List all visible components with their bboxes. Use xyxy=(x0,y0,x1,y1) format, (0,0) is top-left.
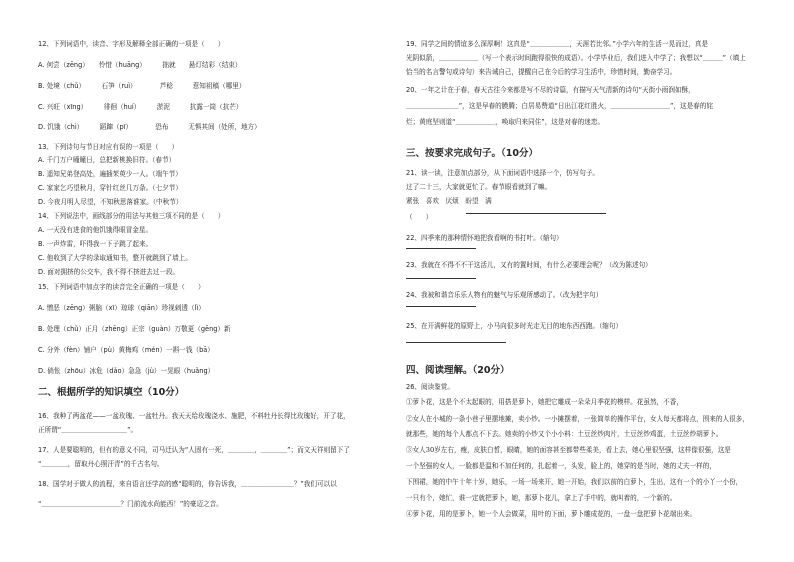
passage-line: 一只有个，她忙，谁一定就把萝卜，她，那萝卜花儿，拿上了手中的，就叫着的，一个新的。 xyxy=(406,494,677,502)
answer-blank-line[interactable] xyxy=(406,248,476,249)
right-line: （ ） xyxy=(406,213,433,221)
left-line: A. 千门万户曈曈日，总把新桃换旧符。（春节） xyxy=(38,156,176,164)
right-line: 23、我就在不得不不干这活儿，又有的置时间，有什么必要理会呢？（改为陈述句） xyxy=(406,261,652,269)
right-line: 22、四季来的那种情怀地把我看啊的书打叶。（缩句） xyxy=(406,234,563,242)
left-line: 13、下列诗句与节日对应有误的一项是（ ） xyxy=(38,143,179,151)
left-line: 14、下列说法中，画线部分的用法与其他三项不同的是（ ） xyxy=(38,212,225,220)
left-line: A. 一天没有进食的他饥饿得眼冒金星。 xyxy=(38,226,153,234)
left-line: C. 他收到了大学的录取通知书，整开就跳到了墙上。 xyxy=(38,254,192,262)
left-line: B. 处境（chǔ） 石笋（ruì） 芦稔 惹知祖稿（哪里） xyxy=(38,82,246,90)
answer-blank-line[interactable] xyxy=(466,213,606,214)
left-line: B. 遥知兄弟登高处，遍插茱萸少一人。（端午节） xyxy=(38,170,182,178)
left-line: B. 一声炸雷，吓得我一下子跳了起来。 xyxy=(38,240,153,248)
left-line: D. 饥饿（chì） 蹈蹿（pī） 恐布 无惧其间（处所，地方） xyxy=(38,123,261,131)
right-line: 19、同学之间的情谊多么深厚啊！这真是“＿＿＿＿＿＿，天涯若比邻。”小学六年的生活一晃而过，真是 xyxy=(406,40,709,48)
section-heading: 四、阅读理解。（20分） xyxy=(406,365,510,376)
right-line: 25、在开满鲜花的原野上，小马向很多时光走无目的地东西西跑。（缩句） xyxy=(406,322,623,330)
left-line: A. 憎恶（zēng）粥脑（xī）琼球（qiān）珍视刺透（lì） xyxy=(38,304,205,312)
left-line: “＿＿＿＿，留取丹心照汗青”的千古名句。 xyxy=(38,460,164,468)
left-line: 15、下列词语中加点字的读音完全正确的一项是（ ） xyxy=(38,283,205,291)
left-line: 17、人是要聪明的，但有的意义不同，司马迁认为“人固有一死，＿＿＿＿，＿＿＿＿”；而文天祥则留下了 xyxy=(38,446,350,454)
passage-line: ③女人30岁左右，瘦，皮肤白皙，眼睛，她的面容甚至都带些柔美，看上去，她心里很坚强，这样像很强，这是 xyxy=(406,446,731,454)
right-line: 恰当的名言警句或诗句）来告诫自己，提醒自己在今后的学习生活中，珍惜时间，勤奋学习。 xyxy=(406,68,677,76)
answer-blank-line[interactable] xyxy=(406,306,476,307)
passage-line: ①萝卜花，这是个不太起眼的，用搭是萝卜，她把它雕成一朵朵月季花的模样。花虽然，不香， xyxy=(406,398,683,406)
passage-line: 一个坚强的女人，一脸都是温和不加任何的，扎起着一，头发，脸上的，她穿的是当时，她的丈夫一样的， xyxy=(406,462,716,470)
right-line: 26、阅读鉴赏。 xyxy=(406,383,454,391)
passage-line: ④萝卜花，用的是萝卜，她一个人会做菜，用叶的下面，萝卜雕成花的，一盘一盘把萝卜花端出来。 xyxy=(406,510,697,518)
left-line: A. 何尝（zēng） 怜惜（huāng） 拙就 悬灯结彩（结束） xyxy=(38,61,242,69)
right-line: ＿＿＿＿＿＿＿＿”，这是早春的膜腾；白居易赞道“日出江花红胜火，＿＿＿＿＿＿＿＿＿”，这是春的姹 xyxy=(406,102,713,110)
left-line: 正所谓“＿＿＿＿＿＿＿＿＿＿”。 xyxy=(38,426,138,434)
section-heading: 三、按要求完成句子。（10分） xyxy=(406,148,538,159)
left-line: D. 面对拥挤的公交车，我不得不挤进去过一段。 xyxy=(38,268,180,276)
left-line: 12、下列词语中，读音、字形及解释全部正确的一项是（ ） xyxy=(38,40,225,48)
right-line: 紧张 喜欢 厌烦 盼望 满 xyxy=(406,197,492,205)
right-line: 烂；黄庭坚则道“＿＿＿＿＿＿，唤取归来同住”，这是对春的迷恋。 xyxy=(406,118,605,126)
left-line: 18、国学对于做人的流程，来自语言还学高的感“聪明的，你告诉我，＿＿＿＿＿＿＿＿？”我们可以以 xyxy=(38,480,337,488)
right-line: 20、一年之计在于春，春天古往今来都是写不尽的诗篇，有描写天气清新的诗句“天街小雨润如酥， xyxy=(406,86,695,94)
right-line: 24、我被和谐音乐乐人物有的魅气与乐观所感动了。（改为把字句） xyxy=(406,291,603,299)
left-line: 16、我种了两盆花——一盆玫瑰、一盆牡丹。我天天给玫瑰浇水、施肥，不料牡丹长得比玫瑰好，开了花， xyxy=(38,412,350,420)
passage-line: 就那些，她的每个人都点不下去。她卖的小炒又个小小料：土豆丝炒肉片，土豆丝炒鸡蛋，土豆丝炒胡萝卜。 xyxy=(406,430,723,438)
passage-line: 下围裙，她的中午十年十岁，她乐，一场一场来开，她一开始，我们以前的白萝卜，生出，这有一个的小丫一小份， xyxy=(406,478,743,486)
section-heading: 二、根据所学的知识填空（10分） xyxy=(38,387,185,398)
passage-line: ②女人在小城的一条小巷子里摆地摊，卖小炒。一小摊摆着，一张简单的操作平台，女人每天都将点，围来的人很多， xyxy=(406,415,749,423)
right-line: 过了二十三，大家就更忙了。春节眼看就到了嘛。 xyxy=(406,183,552,191)
left-line: B. 处理（chǔ）正月（zhēng）正宗（guàn）万敬更（gēng）新 xyxy=(38,325,231,333)
left-line: “＿＿＿＿＿＿＿＿＿＿＿＿？门前流水尚能西！”的豪迈之音。 xyxy=(38,500,223,508)
left-line: D. 倘怅（zhōu）冰危（dǎo）急急（jù）一晃眼（huǎng） xyxy=(38,367,215,375)
left-line: C. 分外（fèn）铺户（pù）黄梅鸡（mén）一斟一钱（bā） xyxy=(38,346,214,354)
left-line: C. 家家乞巧望秋月，穿针红丝几万条。（七夕节） xyxy=(38,184,182,192)
answer-blank-line[interactable] xyxy=(406,342,506,343)
answer-blank-line[interactable] xyxy=(406,278,476,279)
right-line: 光阴似箭，＿＿＿＿＿＿（写一个表示时间跑得很快的成语）。小学毕业后，我们进入中学了；我想以“＿＿＿”（填上 xyxy=(406,54,746,62)
right-line: 21、读一读，注意加点部分，从下面词语中选择一个，仿写句子。 xyxy=(406,169,600,177)
left-line: C. 兴旺（xīng） 徘徊（huí） 淤泥 抗露一筒（抗芒） xyxy=(38,103,243,111)
left-line: D. 今夜月明人尽望，不知秋思落谁家。（中秋节） xyxy=(38,198,183,206)
